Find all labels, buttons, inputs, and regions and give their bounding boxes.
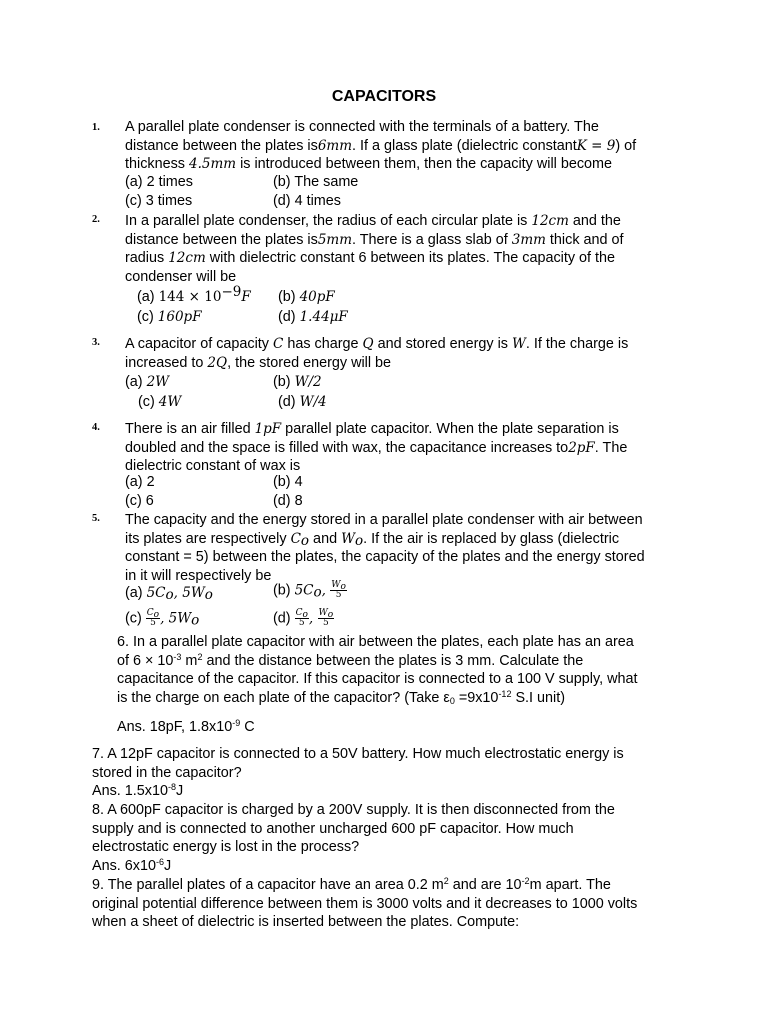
option-a: (a) 2W [125,374,170,390]
question-line: condenser will be [125,269,237,286]
question-number: 5. [92,513,100,524]
question-line: electrostatic energy is lost in the process? [92,839,360,856]
question-number: 2. [92,214,100,225]
question-line: original potential difference between them is 3000 volts and it decreases to 1000 volts [92,895,638,912]
question-line: in it will respectively be [125,568,272,585]
question-line: distance between the plates is6mm. If a glass plate (dielectric constantK = 9) of [125,137,637,154]
answer: Ans. $6x10^{-6}J$ [92,857,172,875]
page-title: CAPACITORS [331,88,437,105]
option-d: (d) 8 [273,493,303,509]
question-line: A capacitor of capacity C has charge Q and stored energy is W. If the charge is [125,336,629,352]
question-line: thickness 4.5mm is introduced between them, then the capacity will become [125,156,613,173]
question-7 [92,745,676,801]
question-line: supply and is connected to another uncharged 600 pF capacitor. How much [92,820,574,837]
fraction: $\frac{C_o}{5}$ [295,608,308,628]
question-line: In a parallel plate condenser, the radius of each circular plate is 12cm and the [125,213,621,229]
option-b: (b) W/2 [273,374,322,390]
question-line: of $6 \times 10^{-3}$ $m^2$ and the distance between the plates is 3 mm. Calculate the [117,651,584,669]
question-line: A parallel plate condenser is connected with the terminals of a battery. The [125,119,599,135]
option-c: (c) 6 [125,493,154,509]
question-line: stored in the capacitor? [92,764,242,781]
option-c: (c) $\frac{C_o}{5}$ , $5W_o$ [125,608,200,629]
question-line: its plates are respectively $C_o$ and $W_o$. If the air is replaced by glass (dielectric [125,530,620,549]
fraction: $\frac{W_o}{5}$ [331,580,346,600]
option-a: (a) 2 [125,474,155,490]
question-line: There is an air filled 1pF parallel plate capacitor. When the plate separation is [125,421,619,437]
option-b: (b) The same [273,174,359,190]
option-d: (d) 1.44μF [278,309,348,325]
question-line: 9. The parallel plates of a capacitor have an area 0.2 $m^2$ and are $10^{-2}m$ apart. The [92,876,611,893]
question-number: 1. [92,122,100,133]
question-line: 8. A 600pF capacitor is charged by a 200V supply. It is then disconnected from the [92,802,615,818]
option-d: (d) W/4 [278,394,327,410]
question-line: when a sheet of dielectric is inserted between the plates. Compute: [92,914,520,931]
question-line: doubled and the space is filled with wax, the capacitance increases to2pF. The [125,439,628,456]
question-text [125,212,676,287]
question-6 [117,633,675,737]
question-line: 7. A 12pF capacitor is connected to a 50V battery. How much electrostatic energy is [92,746,624,762]
question-text [125,118,676,174]
question-line: The capacity and the energy stored in a parallel plate condenser with air between [125,512,643,528]
option-a: (a) 2 times [125,174,193,190]
question-line: 6. In a parallel plate capacitor with air between the plates, each plate has an area [117,634,634,650]
option-a: (a) $5C_o$, $5W_o$ [125,585,213,603]
question-text [125,511,676,586]
question-8 [92,801,676,876]
question-line: is the charge on each plate of the capacitor? (Take $\varepsilon_0 =9x10^{-12}$ S.I unit) [117,689,566,707]
fraction: $\frac{C_o}{5}$ [146,608,160,628]
question-text [125,420,676,476]
option-c: (c) 3 times [125,193,193,209]
question-line: dielectric constant of wax is [125,458,301,475]
option-b: (b) 40pF [278,289,335,305]
answer: Ans. 18pF, $1.8x10^{-9}$ C [117,717,255,735]
question-number: 4. [92,422,100,433]
question-line: radius 12cm with dielectric constant 6 between its plates. The capacity of the [125,250,616,267]
fraction: $\frac{W_o}{5}$ [318,608,334,628]
option-d: (d) $\frac{C_o}{5}$ , $\frac{W_o}{5}$ [273,608,334,628]
question-number: 3. [92,337,100,348]
option-b: (b) $5C_o$, $\frac{W_o}{5}$ [273,580,346,601]
option-a: (a) $144 \times 10^{-9}F$ [137,284,251,305]
question-line: increased to 2Q, the stored energy will be [125,354,392,371]
option-b: (b) 4 [273,474,303,490]
option-c: (c) 4W [138,394,182,410]
question-line: capacitance of the capacitor. If this capacitor is connected to a 100 V supply, what [117,671,638,688]
question-line: constant = 5) between the plates, the capacity of the plates and the energy stored [125,549,645,566]
question-text [125,335,676,372]
option-c: (c) 160pF [137,309,202,325]
question-9 [92,876,676,932]
answer: Ans. $1.5x10^{-8}J$ [92,782,184,800]
question-line: distance between the plates is5mm. There is a glass slab of 3mm thick and of [125,231,624,248]
option-d: (d) 4 times [273,193,341,209]
